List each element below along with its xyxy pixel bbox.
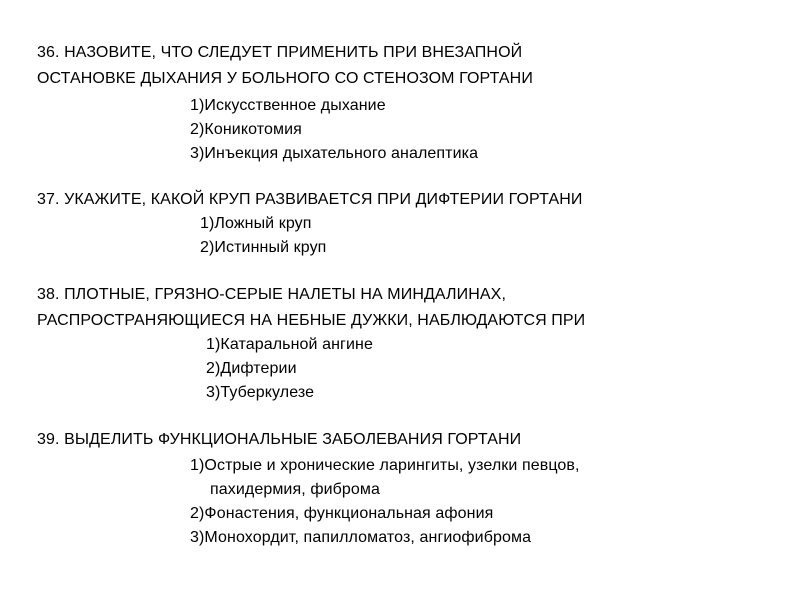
question-36-option-1: 1)Искусственное дыхание bbox=[190, 97, 386, 114]
question-36-title-line-1: 36. НАЗОВИТЕ, ЧТО СЛЕДУЕТ ПРИМЕНИТЬ ПРИ ВНЕЗАПНОЙ bbox=[37, 44, 523, 61]
question-39-option-1: 1)Острые и хронические ларингиты, узелки певцов, bbox=[190, 457, 580, 474]
question-39-option-1-continuation: пахидермия, фиброма bbox=[210, 481, 380, 498]
question-36-title-line-2: ОСТАНОВКЕ ДЫХАНИЯ У БОЛЬНОГО СО СТЕНОЗОМ ГОРТАНИ bbox=[37, 70, 533, 87]
question-36-option-3: 3)Инъекция дыхательного аналептика bbox=[190, 145, 479, 162]
question-38-title-line-1: 38. ПЛОТНЫЕ, ГРЯЗНО-СЕРЫЕ НАЛЕТЫ НА МИНДАЛИНАХ, bbox=[37, 286, 506, 303]
question-39-option-2: 2)Фонастения, функциональная афония bbox=[190, 505, 494, 522]
question-38-title-line-2: РАСПРОСТРАНЯЮЩИЕСЯ НА НЕБНЫЕ ДУЖКИ, НАБЛЮДАЮТСЯ ПРИ bbox=[37, 312, 586, 329]
question-37-option-1: 1)Ложный круп bbox=[200, 215, 312, 232]
question-39-title-line-1: 39. ВЫДЕЛИТЬ ФУНКЦИОНАЛЬНЫЕ ЗАБОЛЕВАНИЯ ГОРТАНИ bbox=[37, 431, 522, 448]
question-37-title-line-1: 37. УКАЖИТЕ, КАКОЙ КРУП РАЗВИВАЕТСЯ ПРИ ДИФТЕРИИ ГОРТАНИ bbox=[37, 191, 583, 208]
question-38-option-3: 3)Туберкулезе bbox=[206, 384, 315, 401]
question-38-option-2: 2)Дифтерии bbox=[206, 360, 297, 377]
question-39-option-3: 3)Монохордит, папилломатоз, ангиофиброма bbox=[190, 529, 532, 546]
question-37-option-2: 2)Истинный круп bbox=[200, 239, 327, 256]
question-38-option-1: 1)Катаральной ангине bbox=[206, 336, 373, 353]
question-36-option-2: 2)Коникотомия bbox=[190, 121, 302, 138]
